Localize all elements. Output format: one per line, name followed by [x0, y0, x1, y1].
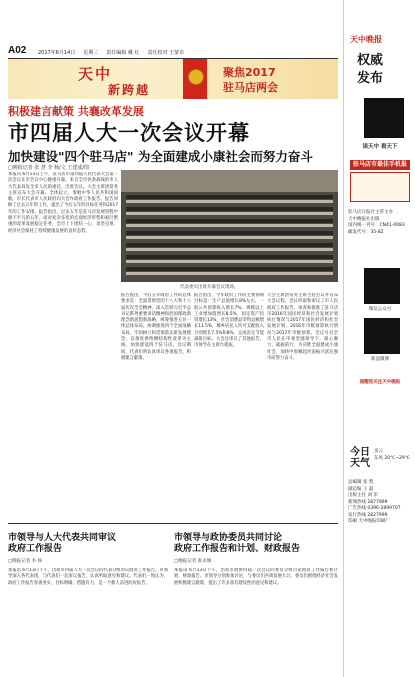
article-headline: 市四届人大一次会议开幕: [8, 121, 250, 145]
sub-article-1-headline-line2: 政府工作报告: [8, 544, 63, 554]
rail-contact-3: 出版主任 刘 军: [348, 493, 378, 498]
rail-contact-4: 新闻热线 2877999: [348, 499, 388, 505]
header-editor: 责任编辑 戴 红: [106, 50, 140, 56]
rail-ad-graphic: [350, 172, 410, 202]
sub-article-2-headline-line2: 政府工作报告和计划、财政报告: [174, 544, 301, 554]
rail-contact-7: 印刷 天中晚报印刷厂: [348, 519, 390, 524]
section-banner: [8, 59, 338, 99]
banner-right-line2: 驻马店两会: [223, 81, 278, 94]
weather-desc: 多云: [374, 449, 383, 454]
rail-publisher: 驻马店日报社主管主办: [348, 210, 393, 215]
rail-title: [357, 52, 383, 88]
article-subhead: 加快建设"四个驻马店" 为全面建成小康社会而努力奋斗: [8, 149, 313, 164]
sub-article-2-byline: □晚报记者 张永城: [174, 559, 212, 564]
header-date: 2017年6月14日: [38, 50, 76, 56]
weather-day-line1: 今日: [350, 447, 370, 458]
article-byline: □晚报记者 张 慧 李 杨/文 王建成/图: [8, 165, 90, 171]
emblem-icon: [188, 69, 204, 85]
event-photo: [121, 170, 338, 282]
rail-publisher-info: [348, 210, 412, 236]
lower-section-rule: [8, 523, 338, 524]
sub-article-1-headline: [8, 533, 168, 555]
rail-logo: 天中晚报: [350, 34, 382, 44]
article-column-2: 报告提出，今后五年政府工作的总体要求是：全面贯彻党的十八大和十八届历次全会精神，深入贯彻习近平总书记系列重要讲话精神和治国理政新理念新思想新战略，统筹推进五位一体总体布局，协调推进四个全面战略布局，牢固树立和贯彻落实新发展理念，以推进供给侧结构性改革为主线，加快建设四个驻马店。会议期间，代表们将认真审议各项报告，积极建言献策。: [121, 293, 191, 361]
sub-article-2-headline: [174, 533, 338, 555]
qr-code-icon: [364, 98, 404, 138]
rail-contacts: [348, 480, 412, 526]
photo-caption: 代表委员出席开幕会议现场。: [180, 285, 239, 290]
page-number: A02: [8, 45, 27, 56]
sub-article-2-body: 本报讯 6月13日下午，出席市政协四届一次会议的委员分组讨论政府工作报告和计划、财政报告。市领导分别参加讨论，与委员们共商发展大计。委员们围绕经济社会发展积极建言献策，提出了许多富有建设性的意见和建议。: [174, 568, 338, 586]
rail-app-label: 读天中 看天下: [362, 144, 398, 150]
rail-contact-2: 副总编 王 磊: [348, 486, 374, 492]
rail-wechat-label: 微信公众号: [368, 307, 392, 312]
weather-info: [374, 449, 412, 462]
weibo-qr-icon: [364, 318, 400, 354]
header-weekday: 星期三: [83, 50, 99, 56]
weather-day-label: [350, 447, 370, 469]
rail-contact-6: 发行热线 2827999: [348, 512, 388, 518]
banner-left-line2: 新跨越: [108, 83, 151, 97]
header-bar: [8, 48, 338, 58]
article-kicker: 积极建言献策 共襄改革发展: [8, 105, 144, 118]
article-column-4: 大会主席团常务主席主持会议并宣布大会议程。会议听取和审议了市人民政府工作报告，审查和批准了驻马店市2016年国民经济和社会发展计划执行情况与2017年国民经济和社会发展计划，2016年市级预算执行情况与2017年市级预算。会议号召全市人民在市委坚强领导下，凝心聚力、砥砺前行，为决胜全面建成小康社会、加快中原崛起河南振兴富民强市而努力奋斗。: [267, 293, 338, 361]
article-column-1: 本报讯 6月13日上午，驻马店市第四届人民代表大会第一次会议在市会议中心隆重开幕。来自全市各条战线的市人大代表肩负全市人民的重托，出席会议。大会主席团常务主席宣布大会开幕。全体起立，奏唱中华人民共和国国歌。市长代表市人民政府向大会作政府工作报告。报告回顾了过去五年的工作，提出了今后五年的目标任务和2017年的工作安排。报告指出，过去五年是驻马店发展进程中极不平凡的五年。面对复杂多变的宏观经济形势和艰巨繁重的改革发展稳定任务，全市上下团结一心、攻坚克难，经济社会保持了持续健康发展的良好态势。: [8, 172, 118, 234]
sub-article-2-headline-line1: 市领导与政协委员共同讨论: [174, 533, 283, 543]
rail-cn: 国内统一刊号：CN41-0083: [348, 223, 405, 228]
rail-news-label: 新浪微博: [371, 357, 389, 362]
banner-left-line1: 天中: [78, 65, 113, 83]
sub-article-1-body: 本报讯 6月13日下午，出席市四届人大一次会议的代表分组审议政府工作报告。市领导深入各代表团，与代表们一起审议报告，认真听取意见和建议。代表们一致认为，政府工作报告客观务实、目标明确、措施有力，是一个催人奋进的好报告。: [8, 568, 168, 586]
rail-title-line2: 发布: [357, 71, 384, 86]
rail-subtitle: 天中晚报社出版: [348, 216, 380, 222]
weather-temp: 东风 20℃~29℃: [374, 455, 410, 461]
rail-postal: 邮发代号：35-82: [348, 229, 384, 235]
weather-day-line2: 天气: [350, 458, 370, 469]
banner-right-line1: 聚焦2017: [223, 66, 276, 79]
rail-title-line1: 权威: [357, 53, 384, 68]
rail-contact-1: 总编辑 张 凯: [348, 480, 374, 485]
article-column-3: 报告指出，今年政府工作的主要预期目标是：生产总值增长8%左右，一般公共预算收入增长7%，规模以上工业增加值增长8.5%，固定资产投资增长13%，社会消费品零售总额增长11.5%，城乡居民人均可支配收入分别增长7.5%和8%，完成省定节能减排目标。大会还审议了其他报告。市领导在主席台就座。: [194, 293, 264, 349]
rail-contact-5: 广告热线 0396-2899707: [348, 506, 401, 511]
sub-article-1-byline: □晚报记者 李 杨: [8, 559, 43, 564]
sub-article-1-headline-line1: 市领导与人大代表共同审议: [8, 533, 117, 543]
rail-promo2: 提醒您关注天中晚报: [359, 380, 401, 385]
wechat-qr-icon: [364, 268, 400, 304]
rail-promo: 驻马店市最佳手机报: [350, 160, 410, 170]
header-proofreader: 责任校对 王蒙卓: [147, 50, 185, 56]
hall-photo-graphic: [121, 170, 338, 282]
